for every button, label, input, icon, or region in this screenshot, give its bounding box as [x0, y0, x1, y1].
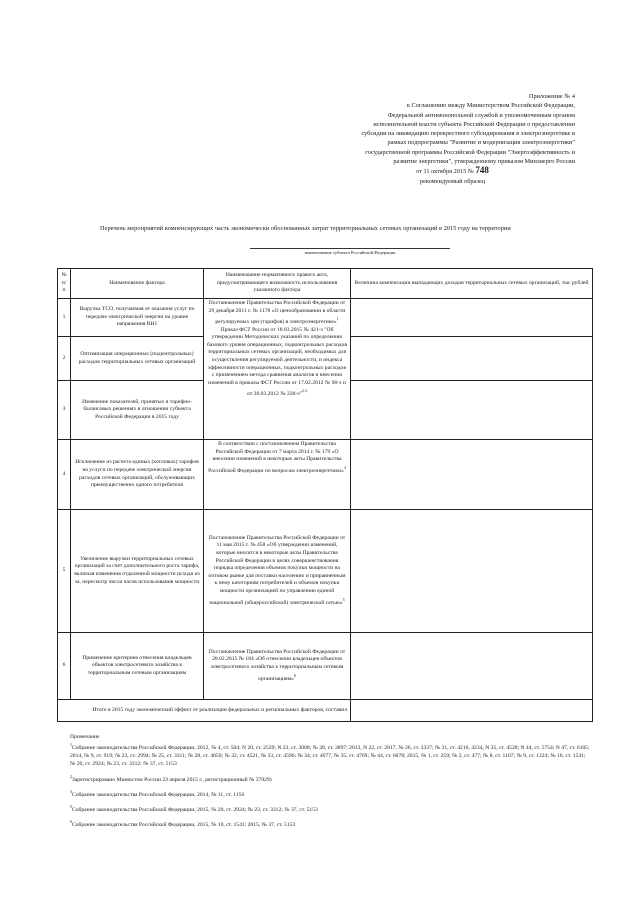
- notes-header: Примечание: [70, 734, 100, 740]
- row-factor: Исключение из расчета единых (котловых) тарифов на услуги по передаче электрической энергии расходов сетевых организаций, обслуживающих преимущественно одного потребителя: [71, 440, 204, 510]
- header-num: № п/п: [58, 269, 71, 299]
- footnote-mark: 5: [70, 803, 72, 809]
- subject-caption: наименование субъекта Российской Федерации: [250, 248, 450, 255]
- footnotes: [70, 733, 590, 829]
- order-number: 748: [475, 165, 489, 176]
- total-amount[interactable]: [351, 700, 593, 722]
- document-title: Перечень мероприятий компенсирующих часть экономически обоснованных затрат территориальных сетевых организаций в 2015 году на территории: [100, 225, 511, 232]
- footnote-ref: 2,3: [301, 388, 307, 394]
- row-amount[interactable]: [351, 381, 593, 440]
- footnote-ref: 4: [343, 464, 346, 470]
- footnote-ref: 1: [336, 316, 339, 322]
- footnote-text: Собрание законодательства Российской Федерации, 2012, № 4, ст. 504; N 20, ст. 2539; N 23, ст. 3008; № 28, ст. 3897; 2013, N 22, ст. 2817, № 26, ст. 3337; № 31, ст. 4216, 4234, N 35, ст. 4528; N 44, ст. 5754; N 47, ст. 6105; 2014, № 9, ст. 919; № 23, ст. 2994; № 25, ст. 3311; № 28, ст. 4050; № 32, ст. 4521, № 33, ст. 4596; № 34, ст. 4677, № 35, ст. 4769; № 44, ст. 6078; 2015, № 1, ст. 259; № 2, ст. 477; № 8, ст. 1167; № 9, ст. 1324; № 10, ст. 1541; № 20, ст. 2924; № 23, ст. 3312; № 37, ст. 5153: [70, 745, 590, 768]
- appendix-line: субсидии на ликвидацию перекрестного субсидирования в электроэнергетике в: [361, 130, 575, 138]
- footnote-mark: 1: [70, 742, 72, 748]
- row-num: 2: [58, 337, 71, 381]
- row-num: 3: [58, 381, 71, 440]
- footnote-ref: 6: [293, 672, 296, 678]
- table-row: [58, 440, 593, 510]
- row-act-text: Постановление Правительства Российской Федерации от 11 мая 2015 г. № 458 «Об утверждении изменений, которые вносятся в некоторые акты Правительства Российской Федерации в целях совершенствования порядка определения объемов покупки мощности на оптовом рынке для поставки населению и приравненным к нему категориям потребителей и объемов покупки мощности организацией по управлению единой национальной (общероссийской) электрической сетью»: [208, 534, 346, 606]
- header-factor: Наименование фактора: [71, 269, 204, 299]
- footnote-mark: 6: [70, 818, 72, 824]
- appendix-date: [330, 166, 575, 176]
- row-amount[interactable]: [351, 337, 593, 381]
- row-factor: Выручка ТСО, получаемая от оказания услуг по передаче электрической энергии на уровне напряжения ВН1: [71, 299, 204, 337]
- appendix-line: рамках подпрограммы "Развитие и модернизация электроэнергетики": [387, 139, 575, 147]
- row-amount[interactable]: [351, 633, 593, 700]
- appendix-line: развитие энергетики", утвержденному приказом Минэнерго России: [393, 158, 575, 166]
- row-num: 1: [58, 299, 71, 337]
- row-num: 5: [58, 510, 71, 633]
- row-act: [204, 440, 351, 510]
- row-factor: Оптимизация операционных (подконтрольных) расходов территориальных сетевых организаций: [71, 337, 204, 381]
- appendix-label: Приложение № 4: [528, 93, 575, 100]
- table-row: [58, 633, 593, 700]
- merged-act: Постановление Правительства Российской Федерации от 29 декабря 2011 г. № 1178 «О ценообразовании в области регулируемых цен (тарифов) в электроэнергетике»: [208, 300, 346, 326]
- table-row: [58, 510, 593, 633]
- appendix-header: [330, 92, 575, 186]
- row-act: [204, 510, 351, 633]
- footnote: [70, 741, 590, 768]
- header-act: Наименование нормативного правого акта, предусматривающего возможность использования указанного фактора: [204, 269, 351, 299]
- merged-act2: Приказ ФСТ России от 18.03.2015 № 421-э "Об утверждении Методических указаний по определению базового уровня операционных, подконтрольных расходов территориальных сетевых организаций, необходимых для осуществления регулируемой деятельности, и индекса эффективности операционных, подконтрольных расходов с применением метода сравнения аналогов и внесении изменений в приказы ФСТ России от 17.02.2012 № 98-э и от 30.03.2012 № 228-э": [207, 326, 347, 398]
- header-amount: Величина компенсации выпадающих доходов территориальных сетевых организаций, тыс рублей: [351, 269, 593, 299]
- row-act: [204, 633, 351, 700]
- row-num: 6: [58, 633, 71, 700]
- appendix-line: исполнительной власти субъекта Российской Федерации о предоставлении: [373, 120, 575, 128]
- footnote: [70, 788, 590, 799]
- appendix-line: Федеральной антимонопольной службой и уполномоченным органом: [387, 111, 575, 119]
- footnote-text: Собрание законодательства Российской Федерации, 2014, № 11, ст. 1156: [72, 791, 245, 798]
- row-act-text: В соответствии с постановлением Правительства Российской Федерации от 7 марта 2014 г. № 179 «О внесении изменений в некоторые акты Правительства Российской Федерации по вопросам электроэнергетики»: [208, 441, 344, 474]
- row-num: 4: [58, 440, 71, 510]
- appendix-date-text: от 11 октября 2015 №: [416, 168, 474, 176]
- row-factor: Увеличение выручки территориальных сетевых организаций за счет дополнительного роста тарифа, включая изменения отдаленной мощности исходя из за, пересмотр числа часов использования мощности: [71, 510, 204, 633]
- row-factor: Применение критериев отнесения владельцев объектов электросетевого хозяйства к территориальным сетевым организациям: [71, 633, 204, 700]
- table-row: [58, 299, 593, 337]
- total-label: Итого в 2015 году экономический эффект от реализации федеральных и региональных факторов, составил: [58, 700, 351, 722]
- total-row: [58, 700, 593, 722]
- footnote: [70, 803, 590, 814]
- table-header-row: [58, 269, 593, 299]
- footnote-mark: 3: [70, 788, 72, 794]
- footnote: [70, 773, 590, 784]
- row-act-text: Постановление Правительства Российской Федерации от 28.02.2015 № 184 «Об отнесении владельцев объектов электросетевого хозяйства к территориальным сетевым организациям»: [208, 648, 346, 682]
- recommended-sample-note: рекомендуемый образец: [419, 177, 486, 185]
- appendix-line: государственной программы Российской Федерации "Энергоэффективность и: [365, 148, 575, 156]
- footnote-text: Собрание законодательства Российской Федерации, 2015, № 20, ст. 2924; № 23, ст. 3312; № 37, ст. 5153: [72, 806, 318, 813]
- footnote-mark: 2: [70, 773, 72, 779]
- footnote-ref: 5: [342, 596, 345, 602]
- merged-act-cell: [204, 299, 351, 440]
- row-amount[interactable]: [351, 510, 593, 633]
- footnote: [70, 818, 590, 829]
- row-amount[interactable]: [351, 440, 593, 510]
- row-amount[interactable]: [351, 299, 593, 337]
- row-factor: Изменение показателей, принятых в тарифно-балансовых решениях в отношении субъекта Российской Федерации в 2015 году: [71, 381, 204, 440]
- compensation-table: [57, 268, 593, 722]
- footnote-text: Зарегистрировано Минюстом России 23 апреля 2015 г., регистрационный № 37029): [72, 776, 272, 783]
- appendix-line: к Соглашению между Министерством Российской Федерации,: [406, 102, 575, 110]
- footnote-text: Собрание законодательства Российской Федерации, 2015, № 10, ст. 1541; 2015, № 37, ст. 5153: [72, 821, 296, 828]
